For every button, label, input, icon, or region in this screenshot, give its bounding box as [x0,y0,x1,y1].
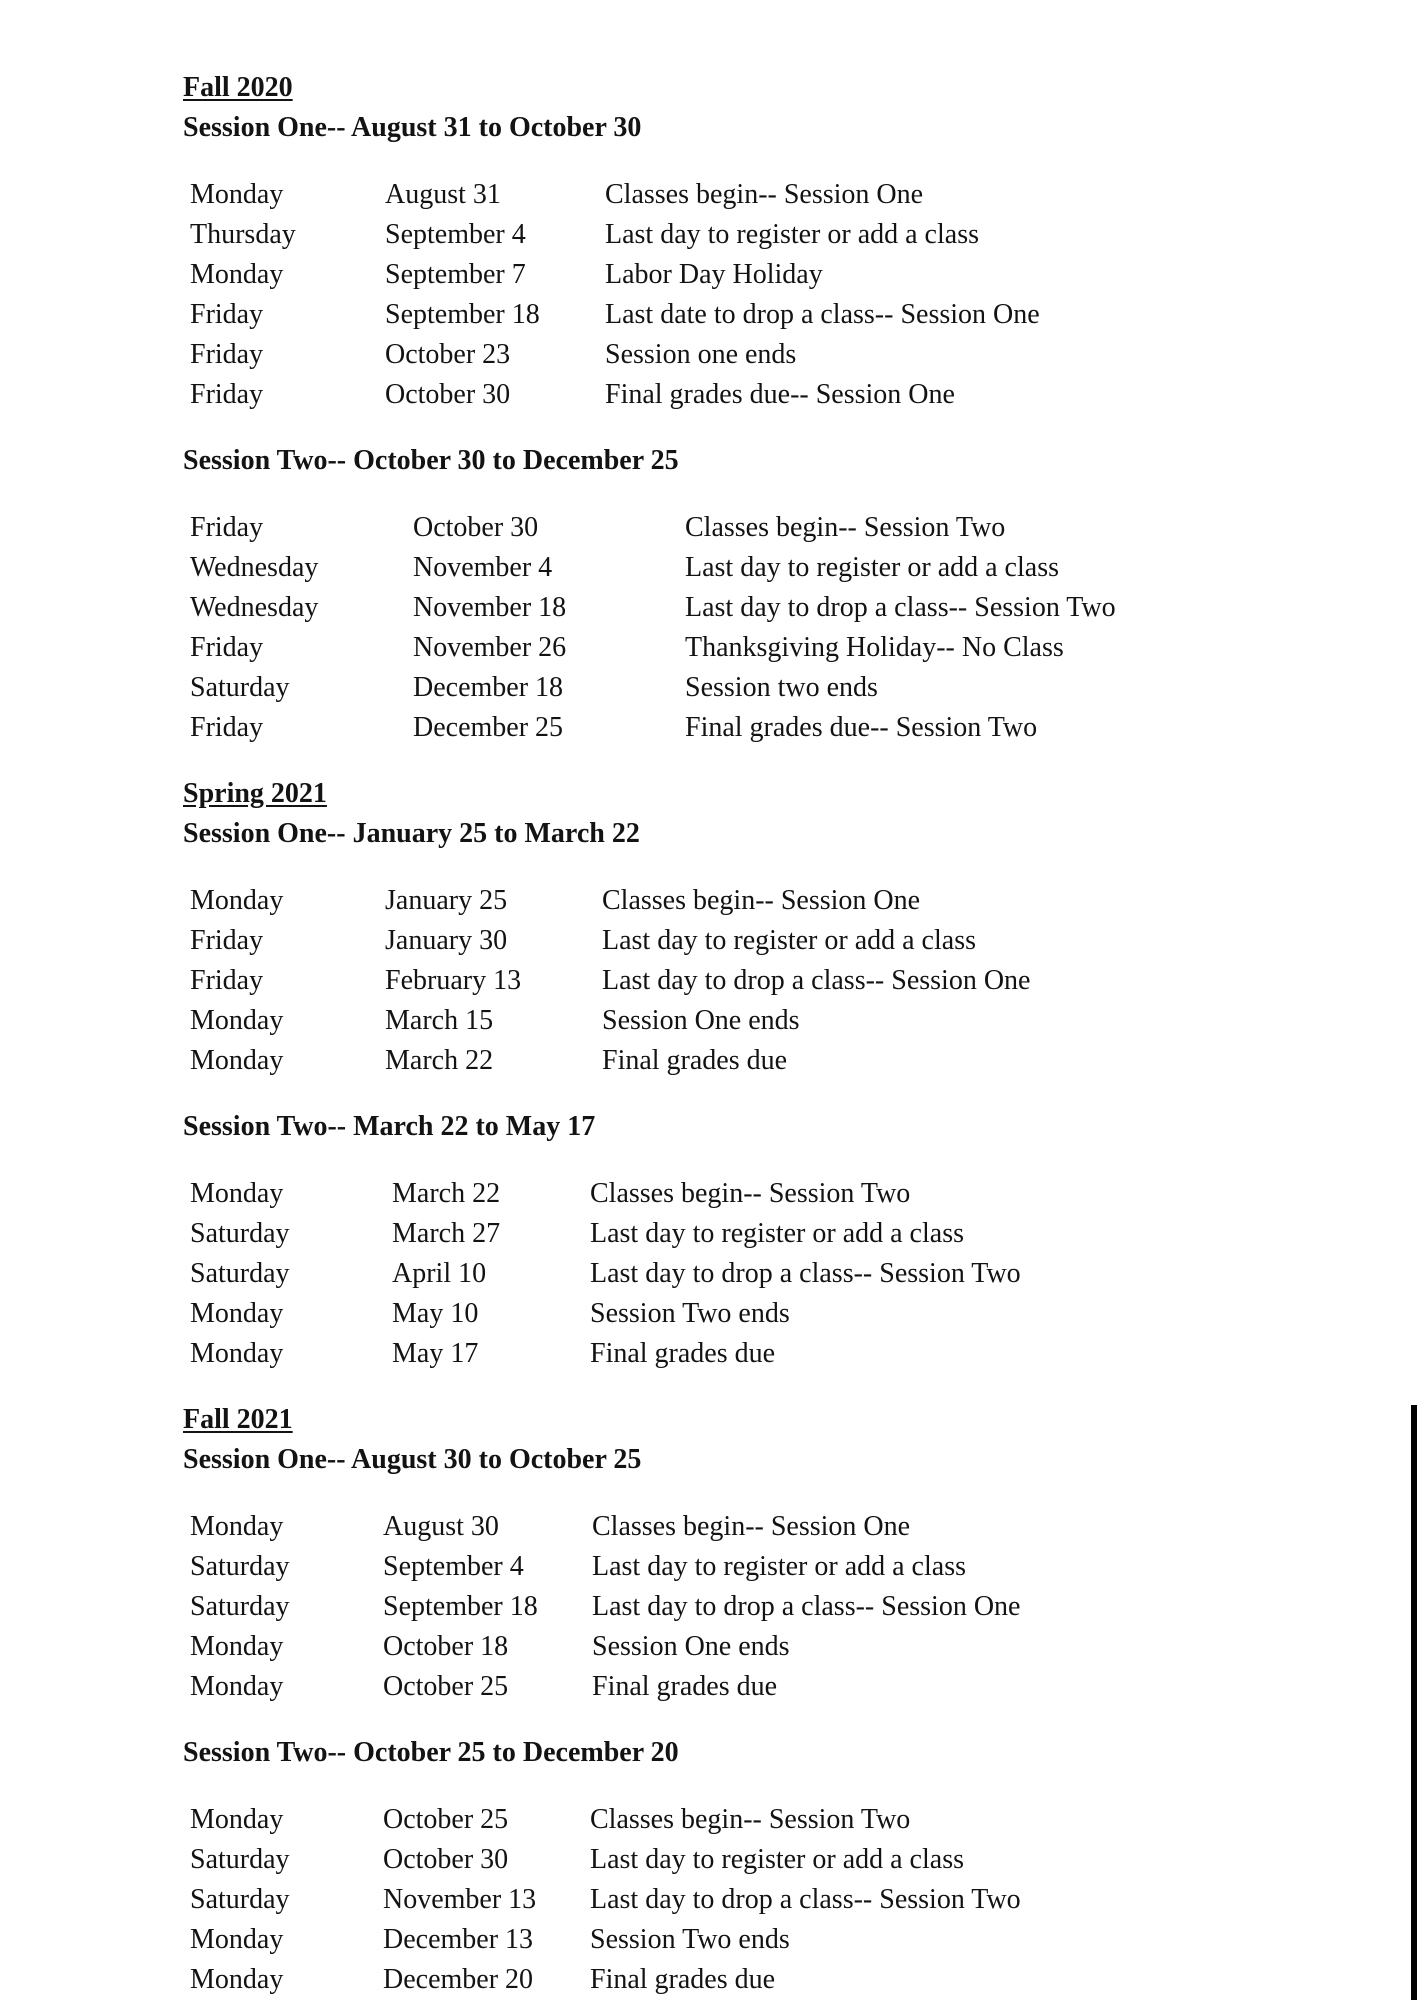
event-cell: Last day to register or add a class [602,925,976,956]
table-row [190,1507,1387,1547]
event-cell: Thanksgiving Holiday-- No Class [685,632,1064,663]
session-heading: Session One-- August 30 to October 25 [183,1444,642,1475]
day-cell: Saturday [190,672,290,703]
date-cell: March 27 [392,1218,501,1249]
date-cell: October 18 [383,1631,509,1662]
table-row [190,1334,1387,1374]
table-row [190,1667,1387,1707]
date-cell: September 4 [383,1551,524,1582]
day-cell: Friday [190,339,264,370]
day-cell: Wednesday [190,592,319,623]
session-heading: Session Two-- October 25 to December 20 [183,1737,679,1768]
calendar-table [190,881,1387,1081]
day-cell: Friday [190,512,264,543]
calendar-table [190,175,1387,415]
day-cell: Friday [190,965,264,996]
event-cell: Last date to drop a class-- Session One [605,299,1040,330]
day-cell: Monday [190,259,284,290]
table-row [190,215,1387,255]
event-cell: Last day to register or add a class [590,1218,964,1249]
event-cell: Final grades due-- Session One [605,379,955,410]
date-cell: October 30 [413,512,539,543]
day-cell: Monday [190,179,284,210]
table-row [190,508,1387,548]
event-cell: Final grades due [590,1964,776,1995]
table-row [190,1920,1387,1960]
date-cell: September 4 [385,219,526,250]
day-cell: Saturday [190,1551,290,1582]
scrollbar-thumb[interactable] [1411,1405,1417,2000]
event-cell: Session one ends [605,339,797,370]
event-cell: Last day to drop a class-- Session One [602,965,1031,996]
day-cell: Monday [190,1298,284,1329]
day-cell: Monday [190,885,284,916]
date-cell: August 30 [383,1511,499,1542]
date-cell: September 7 [385,259,526,290]
term-title: Fall 2021 [183,1404,293,1435]
table-row [190,1840,1387,1880]
term-title: Fall 2020 [183,72,293,103]
event-cell: Labor Day Holiday [605,259,823,290]
table-row [190,708,1387,748]
session-heading: Session One-- August 31 to October 30 [183,112,642,143]
table-row [190,295,1387,335]
event-cell: Final grades due [592,1671,778,1702]
date-cell: January 30 [385,925,508,956]
table-row [190,1294,1387,1334]
date-cell: December 20 [383,1964,534,1995]
date-cell: November 13 [383,1884,537,1915]
session-heading: Session Two-- March 22 to May 17 [183,1111,596,1142]
event-cell: Final grades due [590,1338,776,1369]
table-row [190,961,1387,1001]
event-cell: Final grades due-- Session Two [685,712,1038,743]
table-row [190,1960,1387,2000]
date-cell: January 25 [385,885,508,916]
event-cell: Classes begin-- Session One [602,885,921,916]
event-cell: Session One ends [592,1631,790,1662]
calendar-table [190,1507,1387,1707]
table-row [190,1254,1387,1294]
table-row [190,588,1387,628]
day-cell: Friday [190,925,264,956]
date-cell: October 23 [385,339,511,370]
day-cell: Friday [190,632,264,663]
event-cell: Last day to register or add a class [605,219,979,250]
day-cell: Monday [190,1924,284,1955]
event-cell: Classes begin-- Session Two [590,1804,911,1835]
calendar-table [190,1800,1387,2000]
date-cell: September 18 [385,299,540,330]
term-title: Spring 2021 [183,778,327,809]
table-row [190,1800,1387,1840]
session-heading: Session Two-- October 30 to December 25 [183,445,679,476]
table-row [190,1001,1387,1041]
date-cell: March 15 [385,1005,494,1036]
day-cell: Saturday [190,1844,290,1875]
day-cell: Saturday [190,1218,290,1249]
event-cell: Classes begin-- Session Two [685,512,1006,543]
day-cell: Monday [190,1964,284,1995]
day-cell: Wednesday [190,552,319,583]
calendar-content [183,68,1387,2000]
event-cell: Classes begin-- Session Two [590,1178,911,1209]
date-cell: February 13 [385,965,522,996]
day-cell: Monday [190,1045,284,1076]
date-cell: December 18 [413,672,564,703]
date-cell: October 25 [383,1671,509,1702]
date-cell: May 10 [392,1298,479,1329]
table-row [190,1880,1387,1920]
date-cell: November 18 [413,592,567,623]
date-cell: March 22 [385,1045,494,1076]
event-cell: Last day to drop a class-- Session One [592,1591,1021,1622]
day-cell: Monday [190,1338,284,1369]
event-cell: Last day to register or add a class [685,552,1059,583]
day-cell: Monday [190,1631,284,1662]
date-cell: August 31 [385,179,501,210]
date-cell: November 4 [413,552,553,583]
event-cell: Classes begin-- Session One [605,179,924,210]
date-cell: December 13 [383,1924,534,1955]
day-cell: Friday [190,299,264,330]
date-cell: December 25 [413,712,564,743]
day-cell: Thursday [190,219,296,250]
day-cell: Monday [190,1804,284,1835]
event-cell: Session two ends [685,672,878,703]
table-row [190,255,1387,295]
table-row [190,335,1387,375]
event-cell: Last day to drop a class-- Session Two [590,1258,1021,1289]
table-row [190,548,1387,588]
table-row [190,1627,1387,1667]
event-cell: Last day to drop a class-- Session Two [685,592,1116,623]
day-cell: Friday [190,379,264,410]
table-row [190,1041,1387,1081]
event-cell: Last day to register or add a class [592,1551,966,1582]
event-cell: Last day to drop a class-- Session Two [590,1884,1021,1915]
day-cell: Monday [190,1671,284,1702]
event-cell: Last day to register or add a class [590,1844,964,1875]
date-cell: October 25 [383,1804,509,1835]
table-row [190,881,1387,921]
date-cell: October 30 [385,379,511,410]
day-cell: Saturday [190,1258,290,1289]
table-row [190,375,1387,415]
event-cell: Session Two ends [590,1298,790,1329]
table-row [190,1547,1387,1587]
table-row [190,1214,1387,1254]
date-cell: October 30 [383,1844,509,1875]
table-row [190,921,1387,961]
table-row [190,668,1387,708]
day-cell: Monday [190,1511,284,1542]
date-cell: September 18 [383,1591,538,1622]
day-cell: Monday [190,1005,284,1036]
table-row [190,175,1387,215]
date-cell: May 17 [392,1338,479,1369]
date-cell: April 10 [392,1258,487,1289]
event-cell: Classes begin-- Session One [592,1511,911,1542]
table-row [190,1587,1387,1627]
day-cell: Monday [190,1178,284,1209]
event-cell: Session Two ends [590,1924,790,1955]
table-row [190,1174,1387,1214]
date-cell: March 22 [392,1178,501,1209]
table-row [190,628,1387,668]
day-cell: Saturday [190,1591,290,1622]
session-heading: Session One-- January 25 to March 22 [183,818,640,849]
event-cell: Session One ends [602,1005,800,1036]
event-cell: Final grades due [602,1045,788,1076]
calendar-table [190,1174,1387,1374]
calendar-table [190,508,1387,748]
day-cell: Friday [190,712,264,743]
date-cell: November 26 [413,632,567,663]
day-cell: Saturday [190,1884,290,1915]
